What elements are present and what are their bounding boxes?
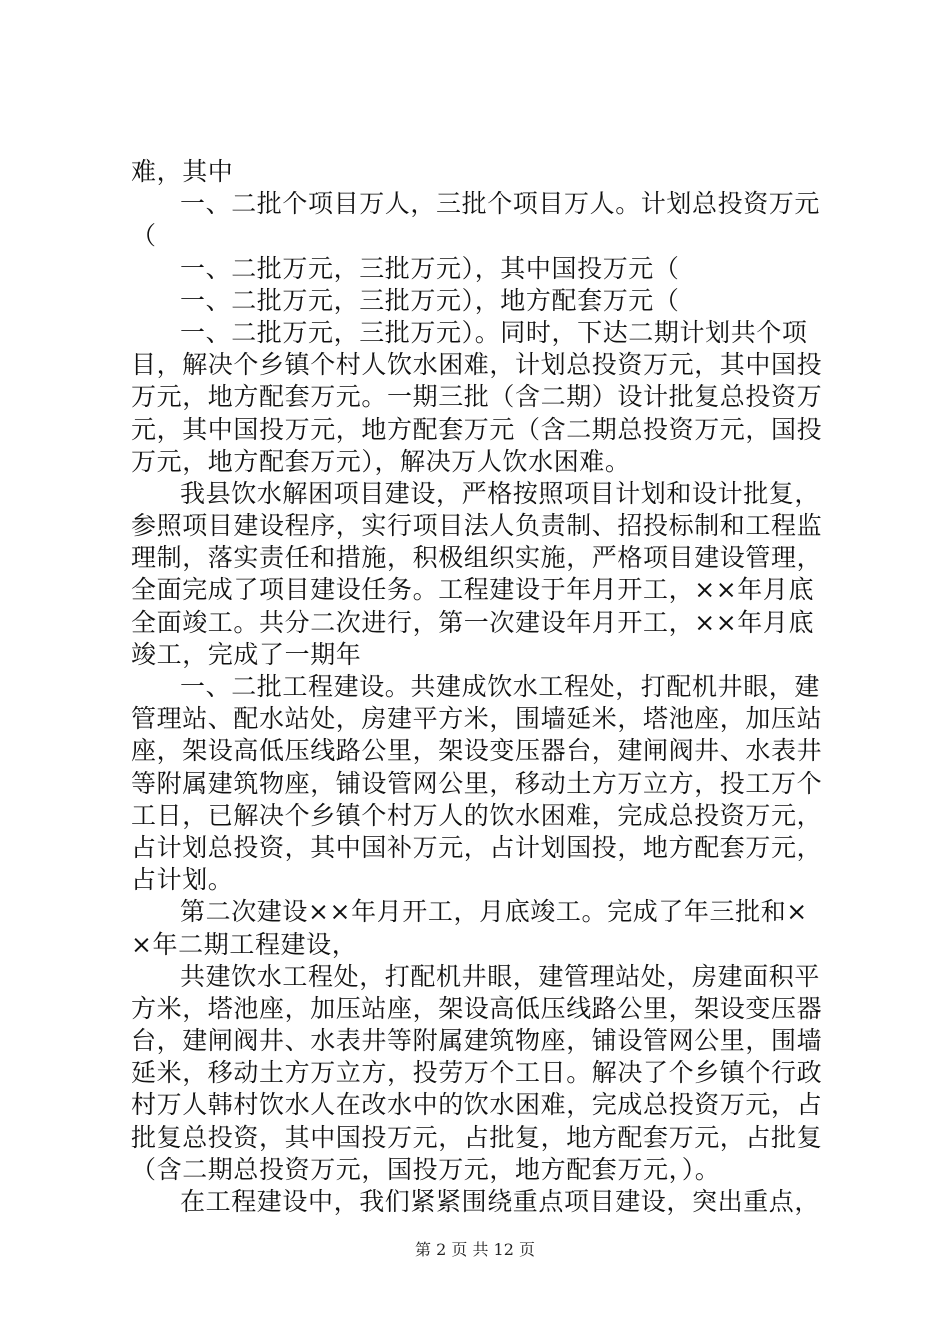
text-line: 工日，已解决个乡镇个村万人的饮水困难，完成总投资万元， — [131, 800, 823, 830]
text-line: 一、二批万元，三批万元），其中国投万元（ — [180, 253, 680, 283]
text-line: 等附属建筑物座，铺设管网公里，移动土方万立方，投工万个 — [131, 768, 823, 798]
text-line: 村万人韩村饮水人在改水中的饮水困难，完成总投资万元，占 — [131, 1090, 823, 1120]
text-line: 一、二批个项目万人，三批个项目万人。计划总投资万元 — [180, 189, 821, 219]
text-line: 延米，移动土方万立方，投劳万个工日。解决了个乡镇个行政 — [131, 1058, 823, 1088]
text-line: 万元，地方配套万元），解决万人饮水困难。 — [131, 446, 631, 476]
text-line: 管理站、配水站处，房建平方米，围墙延米，塔池座，加压站 — [131, 704, 823, 734]
text-line: 占计划总投资，其中国补万元，占计划国投，地方配套万元， — [131, 832, 823, 862]
text-line: 一、二批万元，三批万元）。同时，下达二期计划共个项 — [180, 317, 808, 347]
text-line: 元，其中国投万元，地方配套万元（含二期总投资万元，国投 — [131, 414, 823, 444]
page-number-footer: 第 2 页 共 12 页 — [415, 1240, 535, 1259]
document-body — [131, 156, 833, 1218]
text-line: ×年二期工程建设， — [131, 929, 358, 959]
text-line: 台，建闸阀井、水表井等附属建筑物座，铺设管网公里，围墙 — [131, 1026, 823, 1056]
text-line: 目，解决个乡镇个村人饮水困难，计划总投资万元，其中国投 — [131, 350, 823, 380]
text-line: 全面完成了项目建设任务。工程建设于年月开工，××年月底 — [131, 575, 815, 605]
text-line: 理制，落实责任和措施，积极组织实施，严格项目建设管理， — [131, 543, 823, 573]
text-line: 竣工，完成了一期年 — [131, 639, 362, 669]
text-line: 批复总投资，其中国投万元，占批复，地方配套万元，占批复 — [131, 1122, 823, 1152]
text-line: 我县饮水解困项目建设，严格按照项目计划和设计批复， — [180, 478, 821, 508]
text-line: 一、二批工程建设。共建成饮水工程处，打配机井眼，建 — [180, 672, 821, 701]
text-line: 一、二批万元，三批万元），地方配套万元（ — [180, 285, 680, 315]
text-line: 共建饮水工程处，打配机井眼，建管理站处，房建面积平 — [180, 961, 821, 991]
text-line: 在工程建设中，我们紧紧围绕重点项目建设，突出重点， — [180, 1187, 821, 1216]
text-line: （含二期总投资万元，国投万元，地方配套万元，）。 — [131, 1154, 721, 1184]
text-line: （ — [131, 221, 157, 251]
text-line: 占计划。 — [131, 865, 234, 895]
text-line: 第二次建设××年月开工，月底竣工。完成了年三批和× — [180, 897, 808, 927]
text-line: 难，其中 — [131, 157, 234, 186]
text-line: 方米，塔池座，加压站座，架设高低压线路公里，架设变压器 — [131, 993, 823, 1023]
text-line: 参照项目建设程序，实行项目法人负责制、招投标制和工程监 — [131, 511, 823, 541]
text-line: 全面竣工。共分二次进行，第一次建设年月开工，××年月底 — [131, 607, 815, 637]
text-line: 万元，地方配套万元。一期三批（含二期）设计批复总投资万 — [131, 382, 823, 412]
text-line: 座，架设高低压线路公里，架设变压器台，建闸阀井、水表井 — [131, 736, 823, 766]
